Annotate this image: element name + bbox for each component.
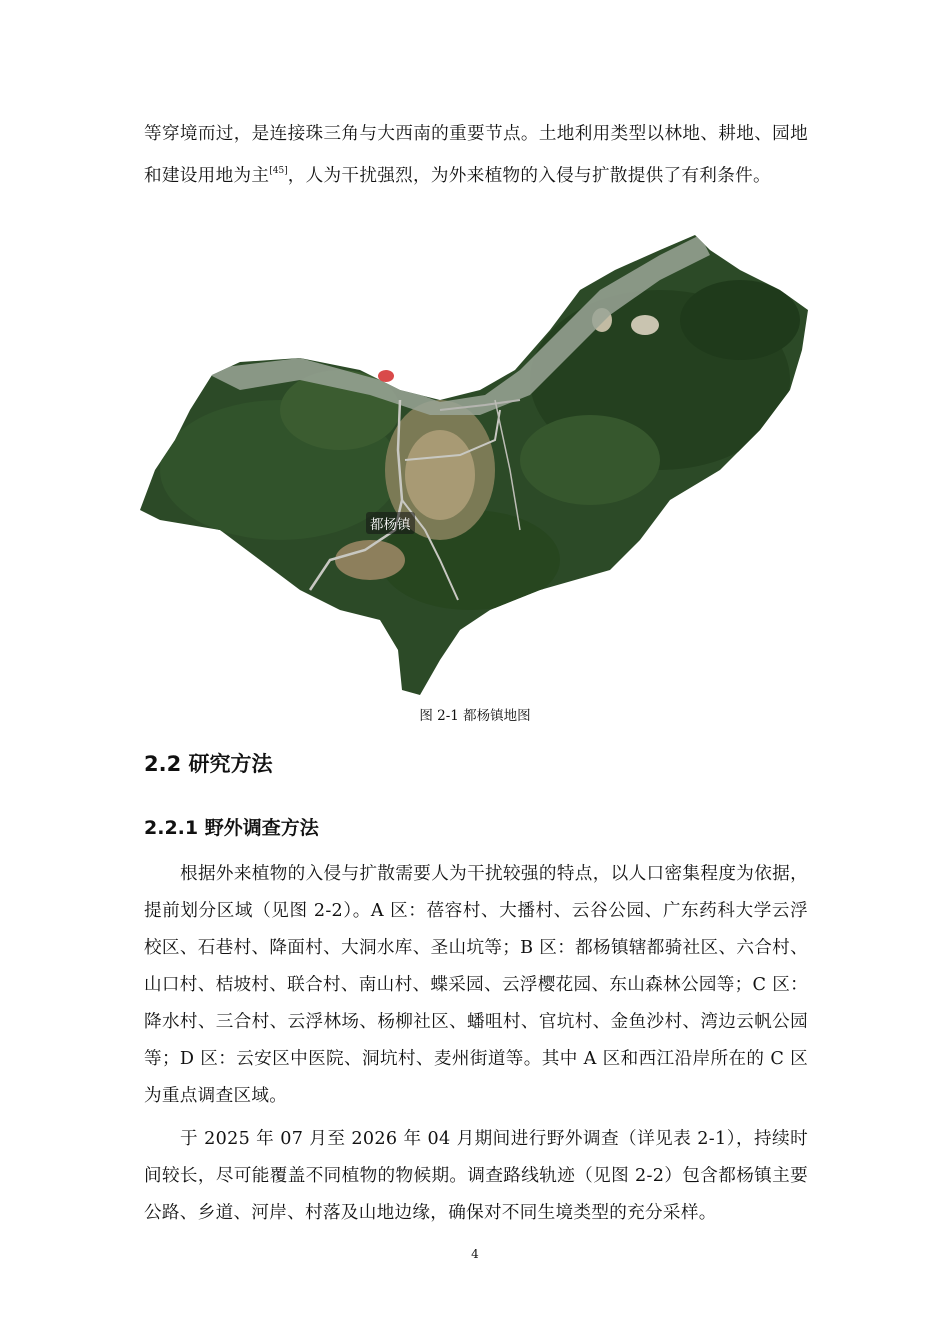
section-heading: 2.2 研究方法 — [144, 752, 273, 776]
intro-paragraph — [144, 116, 808, 195]
method-paragraph-1: 根据外来植物的入侵与扩散需要人为干扰较强的特点，以人口密集程度为依据，提前划分区域（见图 2-2）。A 区：蓓容村、大播村、云谷公园、广东药科大学云浮校区、石巷村、降面村、大洞水库、圣山坑等；B 区：都杨镇辖都骑社区、六合村、山口村、桔坡村、联合村、南山村、蝶采园、云浮樱花园、东山森林公园等；C 区：降水村、三合村、云浮林场、杨柳社区、蟠咀村、官坑村、金鱼沙村、湾边云帆公园等；D 区：云安区中医院、洞坑村、麦州街道等。其中 A 区和西江沿岸所在的 C 区为重点调查区域。 — [144, 864, 808, 1106]
figure-caption: 图 2-1 都杨镇地图 — [419, 708, 531, 724]
citation-ref[interactable]: [45] — [269, 166, 288, 176]
subsection-heading: 2.2.1 野外调查方法 — [144, 817, 319, 839]
intro-text: 等穿境而过，是连接珠三角与大西南的重要节点。土地利用类型以林地、耕地、园地和建设用地为主 — [144, 124, 808, 186]
map-town-label: 都杨镇 — [366, 512, 415, 534]
method-paragraph-2: 于 2025 年 07 月至 2026 年 04 月期间进行野外调查（详见表 2-1），持续时间较长，尽可能覆盖不同植物的物候期。调查路线轨迹（见图 2-2）包含都杨镇主要公路、乡道、河岸、村落及山地边缘，确保对不同生境类型的充分采样。 — [144, 1129, 808, 1223]
satellite-map-image — [140, 230, 810, 700]
intro-text-continued: ，人为干扰强烈，为外来植物的入侵与扩散提供了有利条件。 — [287, 166, 771, 186]
page-number: 4 — [471, 1247, 479, 1261]
